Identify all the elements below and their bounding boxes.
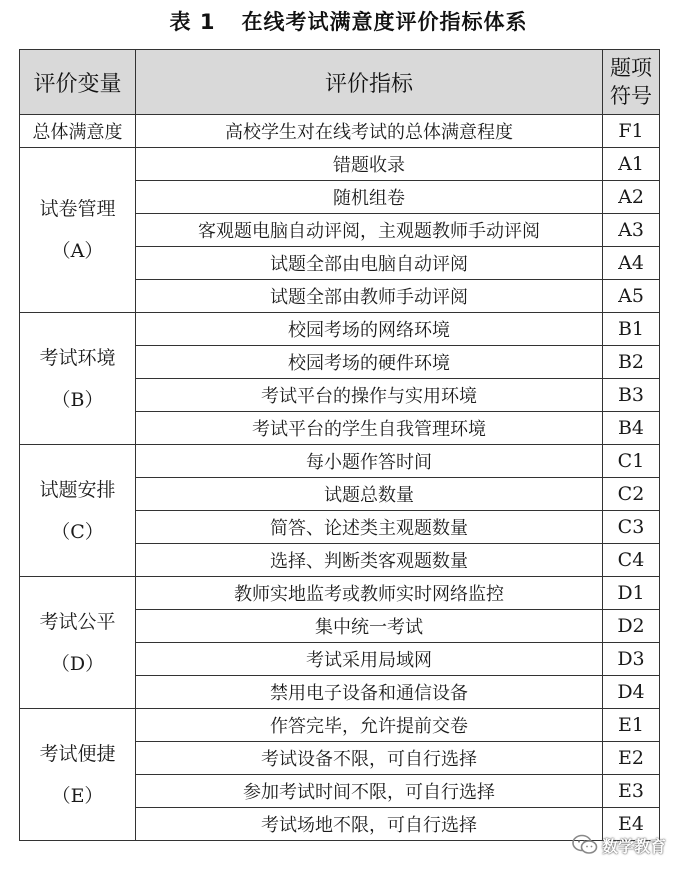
- indicator-cell: 教师实地监考或教师实时网络监控: [136, 577, 603, 610]
- indicator-cell: 试题总数量: [136, 478, 603, 511]
- group-name: 考试公平: [39, 610, 116, 633]
- code-cell: B4: [603, 412, 660, 445]
- table-row: [20, 445, 660, 478]
- code-cell: C2: [603, 478, 660, 511]
- indicator-cell: 禁用电子设备和通信设备: [136, 676, 603, 709]
- table-caption: [0, 6, 697, 36]
- indicator-cell: 简答、论述类主观题数量: [136, 511, 603, 544]
- code-cell: D3: [603, 643, 660, 676]
- group-name: 试卷管理: [39, 198, 116, 220]
- code-cell: E1: [603, 709, 660, 742]
- indicator-cell: 每小题作答时间: [136, 445, 603, 478]
- code-cell: E3: [603, 775, 660, 808]
- indicator-cell: 校园考场的网络环境: [136, 313, 603, 346]
- watermark-text: 数学教育: [602, 836, 667, 856]
- group-letter: （E）: [51, 784, 104, 807]
- indicator-cell: 随机组卷: [136, 181, 603, 214]
- code-cell: A4: [603, 247, 660, 280]
- group-variable-cell: [20, 148, 136, 313]
- overall-indicator: 高校学生对在线考试的总体满意程度: [136, 115, 603, 148]
- indicator-cell: 校园考场的硬件环境: [136, 346, 603, 379]
- code-cell: A1: [603, 148, 660, 181]
- code-cell: D2: [603, 610, 660, 643]
- code-cell: B3: [603, 379, 660, 412]
- code-cell: B1: [603, 313, 660, 346]
- code-cell: D4: [603, 676, 660, 709]
- indicator-cell: 作答完毕，允许提前交卷: [136, 709, 603, 742]
- code-cell: B2: [603, 346, 660, 379]
- table-row: [20, 115, 660, 148]
- wechat-icon: [572, 834, 598, 856]
- group-variable-cell: [20, 313, 136, 445]
- header-row: [20, 50, 660, 115]
- indicator-cell: 参加考试时间不限，可自行选择: [136, 775, 603, 808]
- group-name: 考试环境: [39, 346, 116, 369]
- group-variable-cell: [20, 577, 136, 709]
- code-cell: D1: [603, 577, 660, 610]
- indicator-cell: 试题全部由电脑自动评阅: [136, 247, 603, 280]
- table-row: [20, 709, 660, 742]
- indicator-cell: 考试采用局域网: [136, 643, 603, 676]
- code-cell: E4: [603, 808, 660, 841]
- indicator-cell: 考试场地不限，可自行选择: [136, 808, 603, 841]
- group-variable-cell: [20, 445, 136, 577]
- table-number: 表 1: [169, 10, 216, 34]
- header-symbol: 题项 符号: [603, 50, 660, 115]
- code-cell: C3: [603, 511, 660, 544]
- code-cell: A3: [603, 214, 660, 247]
- code-cell: A5: [603, 280, 660, 313]
- watermark: [572, 830, 666, 860]
- indicator-cell: 考试设备不限，可自行选择: [136, 742, 603, 775]
- table-row: [20, 577, 660, 610]
- indicator-cell: 考试平台的操作与实用环境: [136, 379, 603, 412]
- group-letter: （B）: [51, 388, 104, 411]
- overall-variable: 总体满意度: [20, 115, 136, 148]
- group-name: 试题安排: [39, 478, 116, 501]
- group-name: 考试便捷: [39, 742, 116, 765]
- group-letter: （D）: [50, 652, 105, 675]
- indicator-cell: 试题全部由教师手动评阅: [136, 280, 603, 313]
- indicator-cell: 选择、判断类客观题数量: [136, 544, 603, 577]
- code-cell: A2: [603, 181, 660, 214]
- code-cell: C1: [603, 445, 660, 478]
- header-indicator: 评价指标: [136, 50, 603, 115]
- overall-code: F1: [603, 115, 660, 148]
- code-cell: C4: [603, 544, 660, 577]
- indicator-cell: 客观题电脑自动评阅，主观题教师手动评阅: [136, 214, 603, 247]
- table-row: [20, 148, 660, 181]
- group-letter: （C）: [51, 520, 104, 543]
- table-row: [20, 313, 660, 346]
- table-title: 在线考试满意度评价指标体系: [241, 10, 528, 34]
- group-variable-cell: [20, 709, 136, 841]
- indicator-cell: 考试平台的学生自我管理环境: [136, 412, 603, 445]
- indicator-cell: 错题收录: [136, 148, 603, 181]
- group-letter: （A）: [51, 240, 104, 262]
- code-cell: E2: [603, 742, 660, 775]
- header-variable: 评价变量: [20, 50, 136, 115]
- evaluation-index-table: [19, 49, 660, 841]
- indicator-cell: 集中统一考试: [136, 610, 603, 643]
